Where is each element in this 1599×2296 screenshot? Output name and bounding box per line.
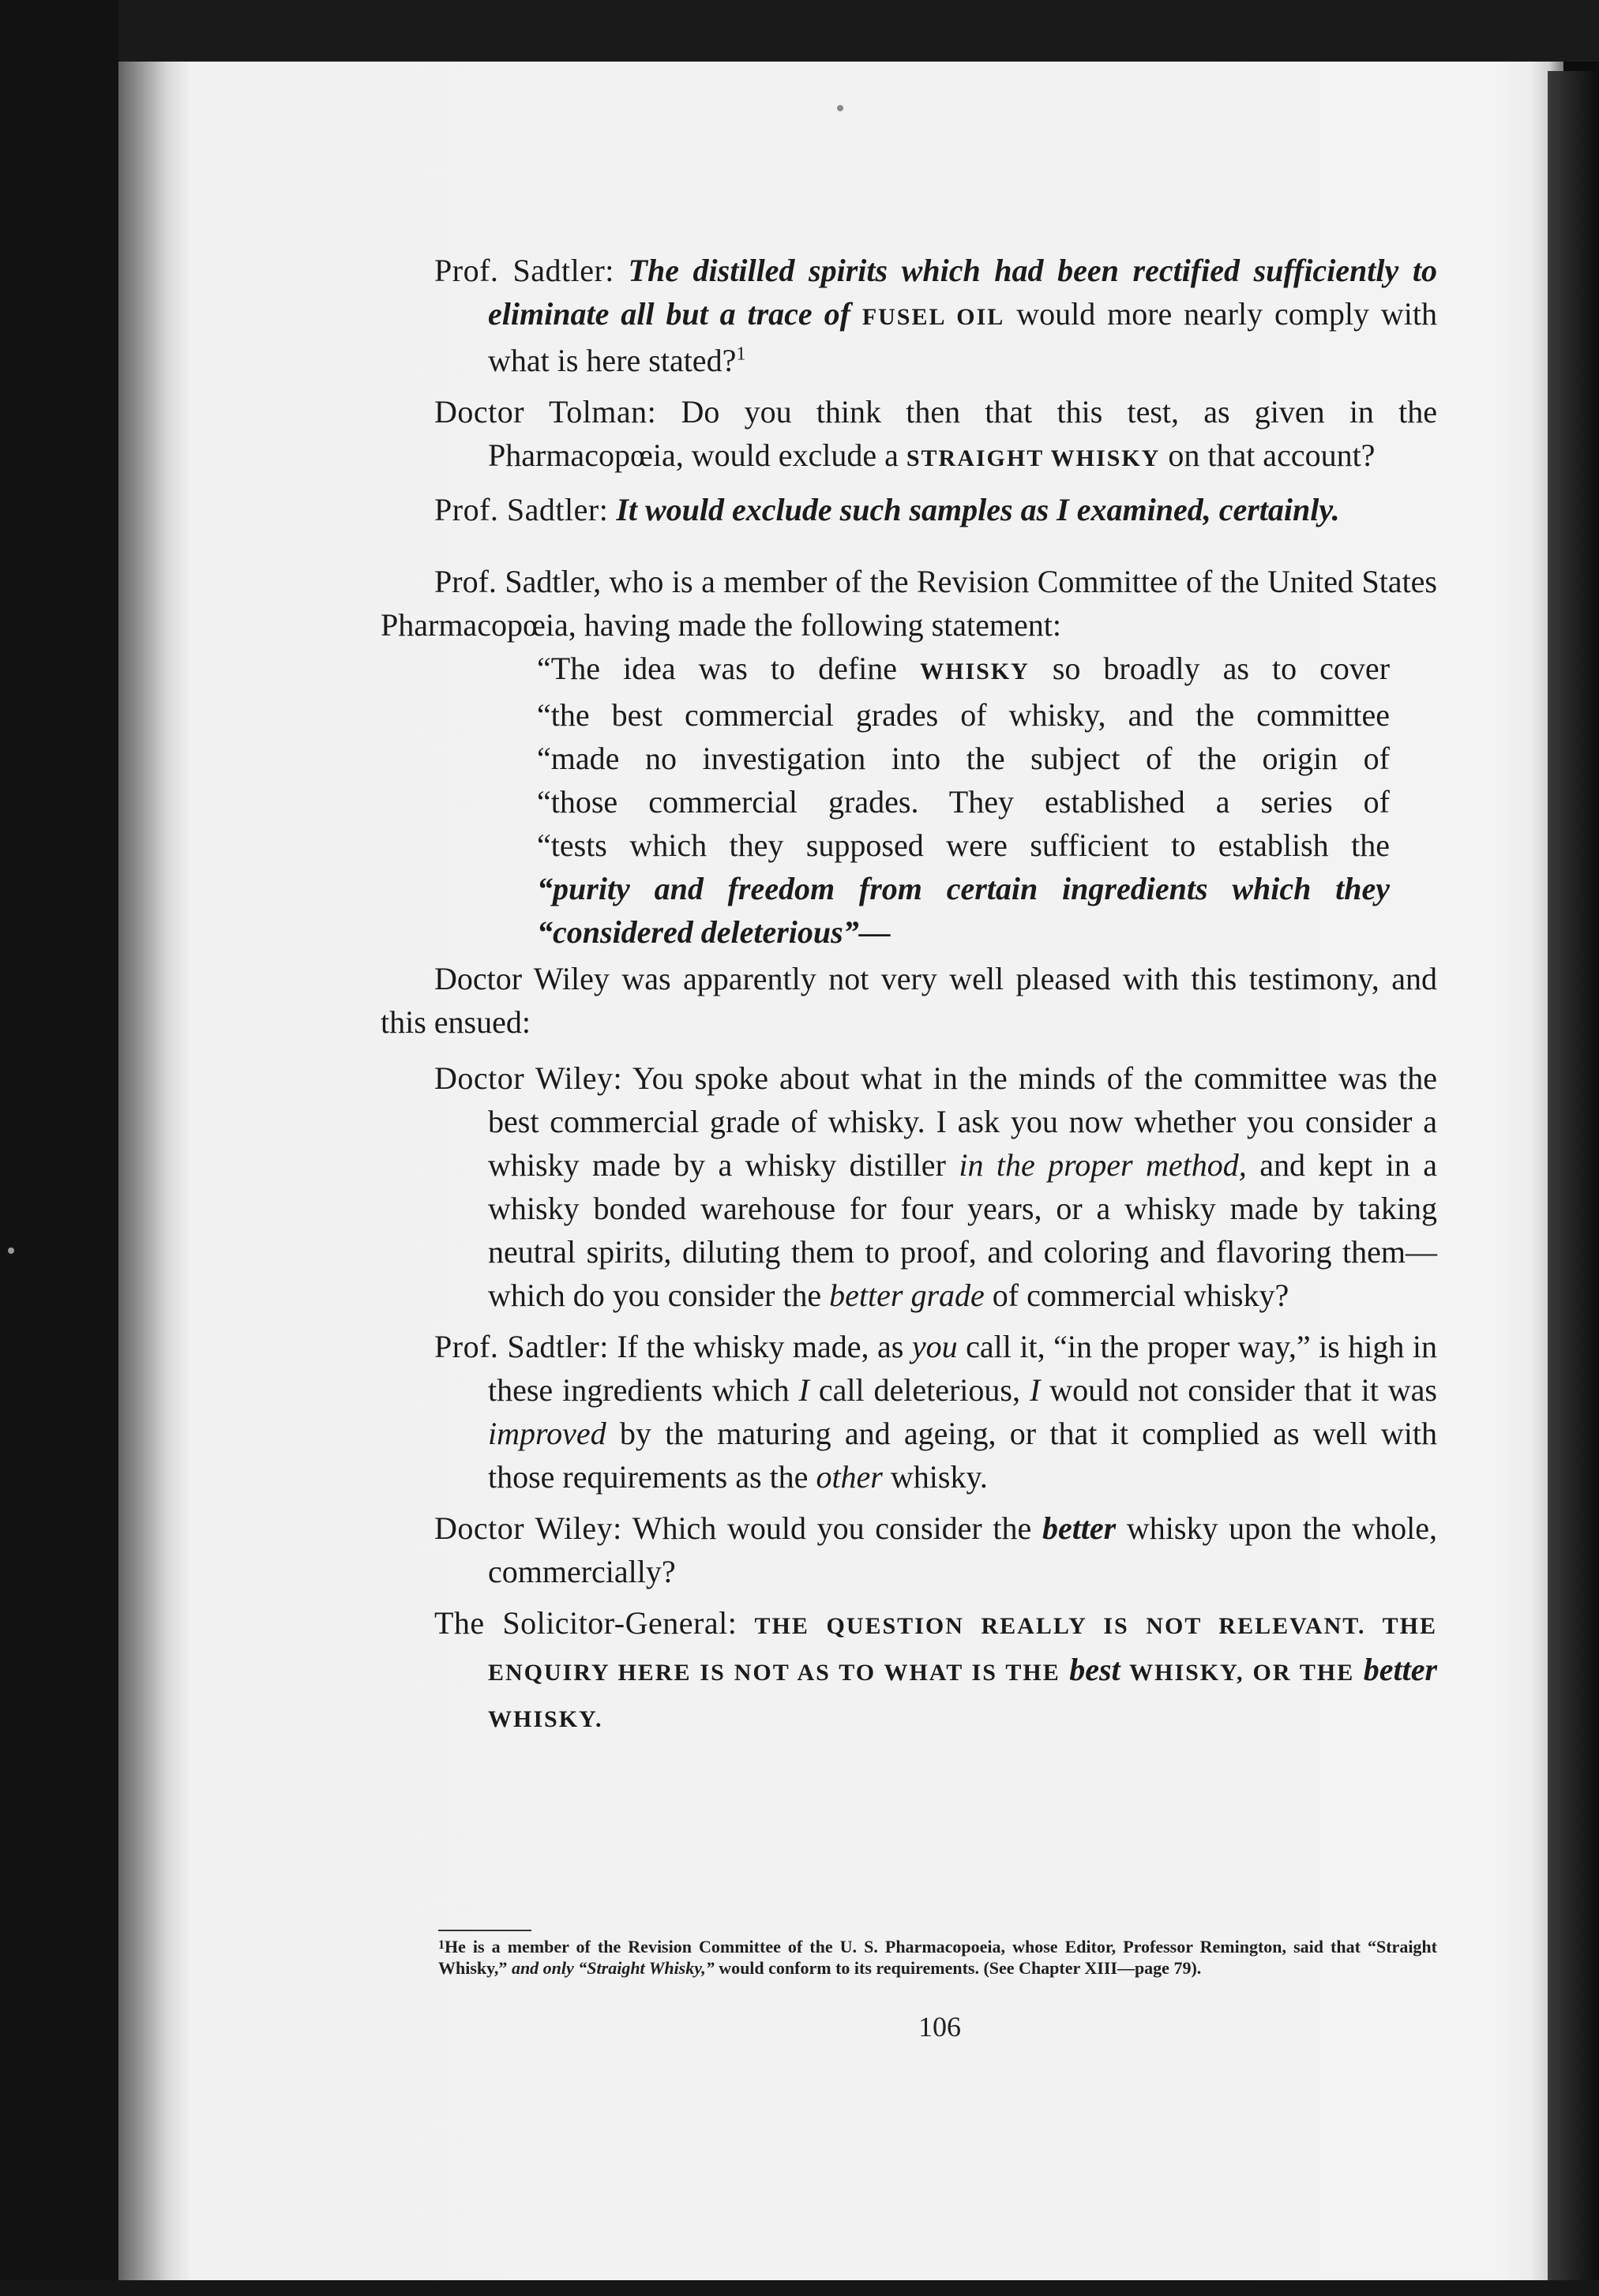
scan-left-border <box>0 0 118 2296</box>
scan-top-border <box>0 0 1599 62</box>
testimony-italic: better <box>1363 1652 1438 1687</box>
footnote-mark: 1 <box>438 1938 445 1952</box>
testimony-italic: better <box>1042 1510 1117 1546</box>
testimony-italic: improved <box>488 1416 606 1451</box>
quote-line: “the best commercial grades of whisky, and the committee <box>537 697 1390 733</box>
block-quote <box>537 647 1437 954</box>
testimony-italic: in the proper method, <box>959 1147 1247 1183</box>
testimony-italic: you <box>911 1329 958 1364</box>
testimony-italic: I <box>798 1372 809 1408</box>
exchange-1 <box>434 249 1438 382</box>
testimony-italic: better grade <box>829 1277 985 1313</box>
quote-line: “made no investigation into the subject of the origin of <box>537 741 1390 776</box>
speaker: The Solicitor-General: <box>434 1605 738 1641</box>
speaker: Prof. Sadtler: <box>434 1329 609 1364</box>
small-caps-statement: WHISKY, OR THE <box>1129 1660 1355 1686</box>
body-text <box>381 249 1438 1749</box>
testimony-text: If the whisky made, as <box>617 1329 904 1364</box>
scan-right-shadow <box>1548 71 1599 2296</box>
page-number: 106 <box>918 2011 961 2043</box>
testimony-italic: I <box>1029 1372 1041 1408</box>
footnote-text: would conform to its requirements. (See Chapter XIII—page 79). <box>719 1958 1202 1978</box>
small-caps-statement: WHISKY. <box>488 1706 603 1732</box>
footnote-text: He is a member of the Revision Committee of the U. S. Pharmacopoeia, whose Editor, Professor Remington, said that “Straight Whisky,” <box>438 1937 1437 1978</box>
quote-line-italic: “purity and freedom from certain ingredients which they <box>537 871 1390 906</box>
testimony-text: of commercial whisky? <box>992 1277 1289 1313</box>
testimony-text: Which would you consider the <box>632 1510 1032 1546</box>
exchange-6 <box>434 1506 1438 1593</box>
testimony-text: call deleterious, <box>818 1372 1020 1408</box>
speaker: Doctor Wiley: <box>434 1510 622 1546</box>
scan-bottom-border <box>0 2280 1599 2296</box>
quote-line <box>537 647 1390 693</box>
testimony-text: whisky. <box>890 1459 988 1495</box>
testimony-italic: It would exclude such samples as I examined, certainly. <box>616 492 1340 527</box>
exchange-4 <box>434 1056 1438 1317</box>
quote-text: “The idea was to define <box>537 651 898 686</box>
footnote <box>438 1936 1437 1979</box>
footnote-rule <box>438 1930 531 1931</box>
testimony-text: whisky upon the whole, commercially? <box>488 1510 1438 1589</box>
testimony-text: You spoke about what in the minds of the committee was the best commercial grade of whisky. I ask you now whether you consider a whisky made by a whisky distiller <box>488 1060 1438 1183</box>
dust-speck <box>8 1247 14 1254</box>
testimony-text: would more nearly comply with what is here stated? <box>488 296 1438 378</box>
dust-speck <box>837 105 843 111</box>
footnote-italic: “Straight Whisky,” <box>578 1958 715 1978</box>
testimony-text: by the maturing and ageing, or that it complied as well with those requirements as the <box>488 1416 1437 1495</box>
small-caps-keyword: FUSEL OIL <box>861 304 1005 330</box>
testimony-text: Do you think then that this test, as given in the Pharmacopœia, would exclude a <box>488 394 1437 473</box>
narrative-paragraph: Prof. Sadtler, who is a member of the Revision Committee of the United States Pharmacopœia, having made the following statement: <box>381 564 1437 643</box>
testimony-text: call it, “in the proper way,” is high in these ingredients which <box>488 1329 1438 1408</box>
footnote-reference: 1 <box>736 343 746 365</box>
quote-text: so broadly as to cover <box>1052 651 1391 686</box>
speaker: Doctor Wiley: <box>434 1060 623 1096</box>
footnote-italic: and only <box>511 1958 574 1978</box>
small-caps-keyword: WHISKY <box>920 658 1030 685</box>
exchange-5 <box>434 1325 1438 1499</box>
testimony-italic: best <box>1069 1652 1120 1687</box>
small-caps-statement: THE QUESTION REALLY IS NOT RELEVANT. THE ENQUIRY HERE IS NOT AS TO WHAT IS THE <box>488 1613 1437 1686</box>
testimony-italic: other <box>816 1459 883 1495</box>
speaker: Prof. Sadtler: <box>434 253 614 288</box>
testimony-text: on that account? <box>1168 437 1376 473</box>
exchange-2 <box>434 390 1437 480</box>
speaker: Prof. Sadtler: <box>434 492 609 527</box>
narrative-paragraph: Doctor Wiley was apparently not very well pleased with this testimony, and this ensued: <box>381 961 1437 1040</box>
quote-line: “those commercial grades. They established a series of <box>537 784 1390 820</box>
small-caps-keyword: STRAIGHT WHISKY <box>906 445 1161 471</box>
exchange-7 <box>434 1601 1438 1741</box>
speaker: Doctor Tolman: <box>434 394 657 430</box>
exchange-3 <box>434 488 1437 531</box>
testimony-text: would not consider that it was <box>1049 1372 1437 1408</box>
quote-line: “tests which they supposed were sufficient to establish the <box>537 827 1390 863</box>
testimony-italic: The distilled spirits which had been rectified sufficiently to eliminate all but a trace of <box>488 253 1437 332</box>
quote-line-italic: “considered deleterious”— <box>537 914 891 950</box>
testimony-text: and kept in a whisky bonded warehouse for four years, or a whisky made by taking neutral spirits, diluting them to proof, and coloring and flavoring them—which do you consider the <box>488 1147 1438 1313</box>
